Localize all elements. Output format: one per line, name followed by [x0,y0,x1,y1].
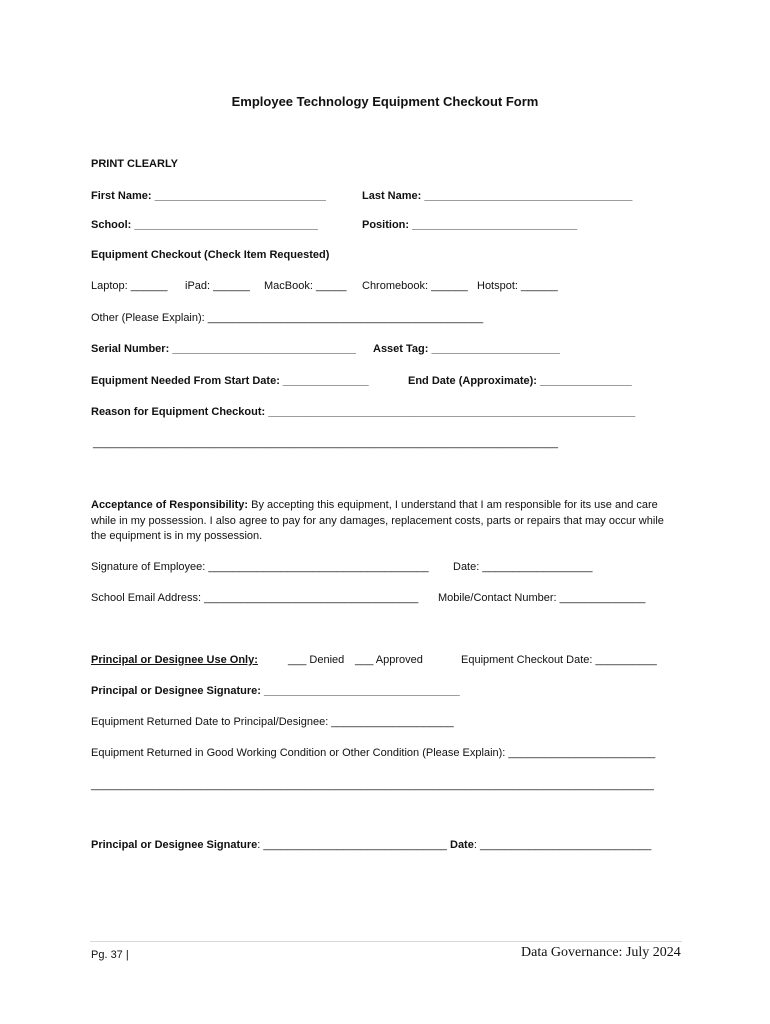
returned-date-field[interactable]: Equipment Returned Date to Principal/Designee: ____________________ [91,716,454,728]
checkout-date-field[interactable]: Equipment Checkout Date: __________ [461,654,657,666]
final-signature-row [91,838,651,852]
footer-data-governance: Data Governance: July 2024 [521,945,681,960]
reason-field-line-2[interactable]: ____________________________________________________________________________ [93,437,558,449]
ipad-field[interactable]: iPad: ______ [185,280,250,292]
chromebook-field[interactable]: Chromebook: ______ [362,280,468,292]
start-date-field[interactable]: Equipment Needed From Start Date: ______________ [91,375,369,387]
reason-field[interactable]: Reason for Equipment Checkout: ____________________________________________________________ [91,406,636,418]
laptop-field[interactable]: Laptop: ______ [91,280,168,292]
last-name-field[interactable]: Last Name: __________________________________ [362,190,633,202]
print-clearly-label: PRINT CLEARLY [91,158,178,170]
acceptance-paragraph [91,498,681,545]
first-name-field[interactable]: First Name: ____________________________ [91,190,326,202]
other-explain-field[interactable]: Other (Please Explain): _____________________________________________ [91,312,484,324]
acceptance-text: By accepting this equipment, I understand that I am responsible for its use and care while in my possession. I also agree to pay for any damages, replacement costs, parts or repairs that may occur while the equipment is in my possession. [91,499,664,542]
asset-tag-field[interactable]: Asset Tag: _____________________ [373,343,560,355]
final-date-line[interactable]: : ____________________________ [473,839,652,851]
final-signature-label: Principal or Designee Signature [91,839,258,851]
equipment-checkout-heading: Equipment Checkout (Check Item Requested) [91,249,330,261]
macbook-field[interactable]: MacBook: _____ [264,280,347,292]
principal-signature-field[interactable]: Principal or Designee Signature: ________________________________ [91,685,460,697]
employee-date-field[interactable]: Date: __________________ [453,561,593,573]
employee-signature-field[interactable]: Signature of Employee: ____________________________________ [91,561,429,573]
returned-condition-field[interactable]: Equipment Returned in Good Working Condition or Other Condition (Please Explain): ________________________ [91,747,656,759]
final-date-label: Date [450,839,474,851]
serial-number-field[interactable]: Serial Number: ______________________________ [91,343,356,355]
mobile-contact-field[interactable]: Mobile/Contact Number: ______________ [438,592,646,604]
page-number: Pg. 37 | [91,949,129,961]
form-title: Employee Technology Equipment Checkout Form [231,94,539,109]
principal-use-only-label: Principal or Designee Use Only: [91,654,258,666]
school-email-field[interactable]: School Email Address: ___________________________________ [91,592,419,604]
position-field[interactable]: Position: ___________________________ [362,219,578,231]
approved-option[interactable]: ___ Approved [355,654,423,666]
school-field[interactable]: School: ______________________________ [91,219,318,231]
hotspot-field[interactable]: Hotspot: ______ [477,280,558,292]
end-date-field[interactable]: End Date (Approximate): _______________ [408,375,632,387]
returned-condition-line-2[interactable]: ____________________________________________________________________________________________ [91,779,654,791]
final-signature-line[interactable]: : ______________________________ [257,839,447,851]
acceptance-label: Acceptance of Responsibility: [91,499,249,511]
denied-option[interactable]: ___ Denied [288,654,345,666]
footer-divider [90,941,682,942]
